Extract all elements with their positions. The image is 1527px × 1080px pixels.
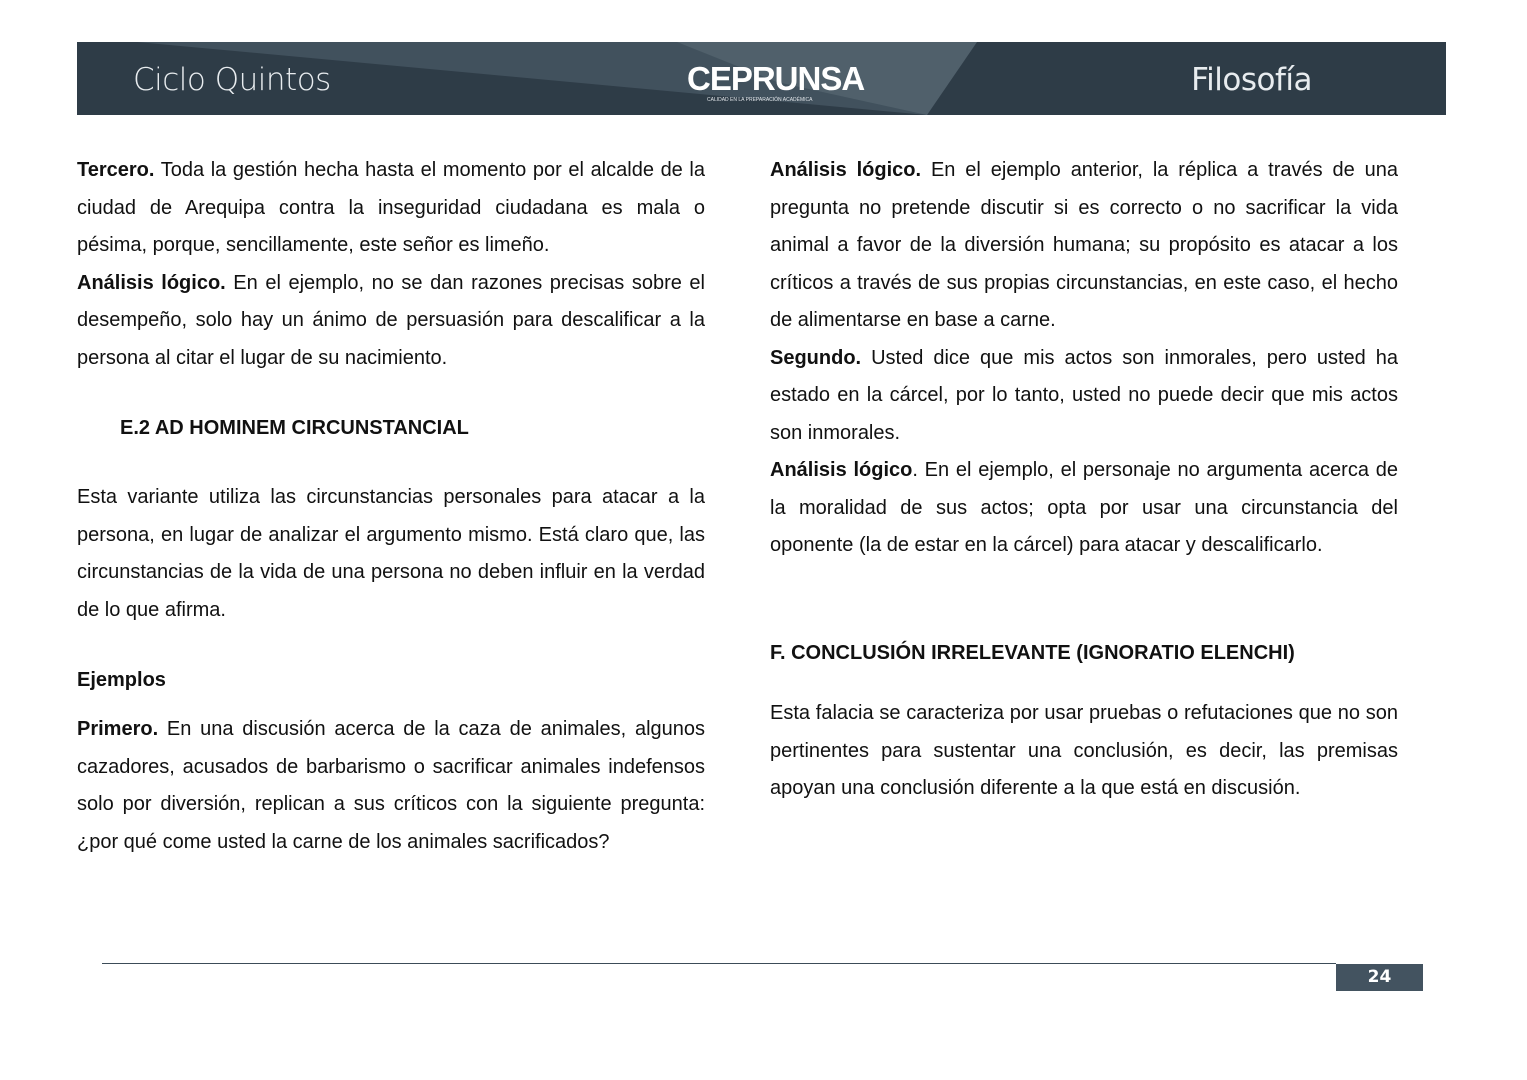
logo-tagline: CALIDAD EN LA PREPARACIÓN ACADÉMICA: [707, 97, 813, 103]
lead: Análisis lógico: [770, 459, 913, 481]
logo: CEPRUNSA: [687, 60, 865, 97]
footer-rule: [102, 963, 1336, 964]
paragraph: [770, 340, 1398, 453]
section-heading: E.2 AD HOMINEM CIRCUNSTANCIAL: [120, 417, 469, 439]
lead: Segundo.: [770, 346, 862, 369]
text: Usted dice que mis actos son inmorales, pero usted ha estado en la cárcel, por lo tanto, usted no puede decir que mis actos son inmorales.: [770, 346, 1398, 444]
text: Toda la gestión hecha hasta el momento por el alcalde de la ciudad de Arequipa contra la inseguridad ciudadana es mala o pésima, porque, sencillamente, este señor es limeño.: [77, 159, 705, 256]
paragraph: [770, 152, 1398, 340]
page-number: 24: [1336, 964, 1423, 991]
text: En el ejemplo anterior, la réplica a través de una pregunta no pretende discutir si es correcto o no sacrificar la vida animal a favor de la diversión humana; su propósito es atacar a los críticos a través de sus propias circunstancias, en este caso, el hecho de alimentarse en base a carne.: [770, 159, 1398, 331]
left-block-3: [77, 711, 705, 861]
lead: Tercero.: [77, 159, 155, 181]
text: . En el ejemplo, el personaje no argumenta acerca de la moralidad de sus actos; opta por usar una circunstancia del oponente (la de estar en la cárcel) para atacar y descalificarlo.: [770, 459, 1398, 556]
page-header: [77, 42, 1446, 115]
lead: Análisis lógico.: [77, 271, 226, 294]
lead: Análisis lógico.: [770, 159, 922, 181]
course-cycle: Ciclo Quintos: [133, 62, 331, 98]
right-block-2: [770, 695, 1398, 808]
right-block-1: [770, 152, 1398, 565]
paragraph: [77, 711, 705, 861]
paragraph: [770, 452, 1398, 565]
paragraph: [77, 265, 705, 378]
paragraph: Esta variante utiliza las circunstancias personales para atacar a la persona, en lugar de analizar el argumento mismo. Está claro que, las circunstancias de la vida de una persona no deben influir en la verdad de lo que afirma.: [77, 486, 705, 621]
paragraph: [77, 152, 705, 265]
text: En una discusión acerca de la caza de animales, algunos cazadores, acusados de barbarismo o sacrificar animales indefensos solo por diversión, replican a sus críticos con la siguiente pregunta: ¿por qué come usted la carne de los animales sacrificados?: [77, 718, 705, 853]
examples-heading: Ejemplos: [77, 669, 166, 691]
text: En el ejemplo, no se dan razones precisas sobre el desempeño, solo hay un ánimo de persuasión para descalificar a la persona al citar el lugar de su nacimiento.: [77, 271, 705, 369]
subject: Filosofía: [1191, 62, 1312, 98]
section-heading: F. CONCLUSIÓN IRRELEVANTE (IGNORATIO ELENCHI): [770, 642, 1295, 664]
left-block-2: [77, 479, 705, 629]
paragraph: Esta falacia se caracteriza por usar pruebas o refutaciones que no son pertinentes para sustentar una conclusión, es decir, las premisas apoyan una conclusión diferente a la que está en discusión.: [770, 702, 1398, 799]
lead: Primero.: [77, 718, 159, 740]
left-block-1: [77, 152, 705, 377]
